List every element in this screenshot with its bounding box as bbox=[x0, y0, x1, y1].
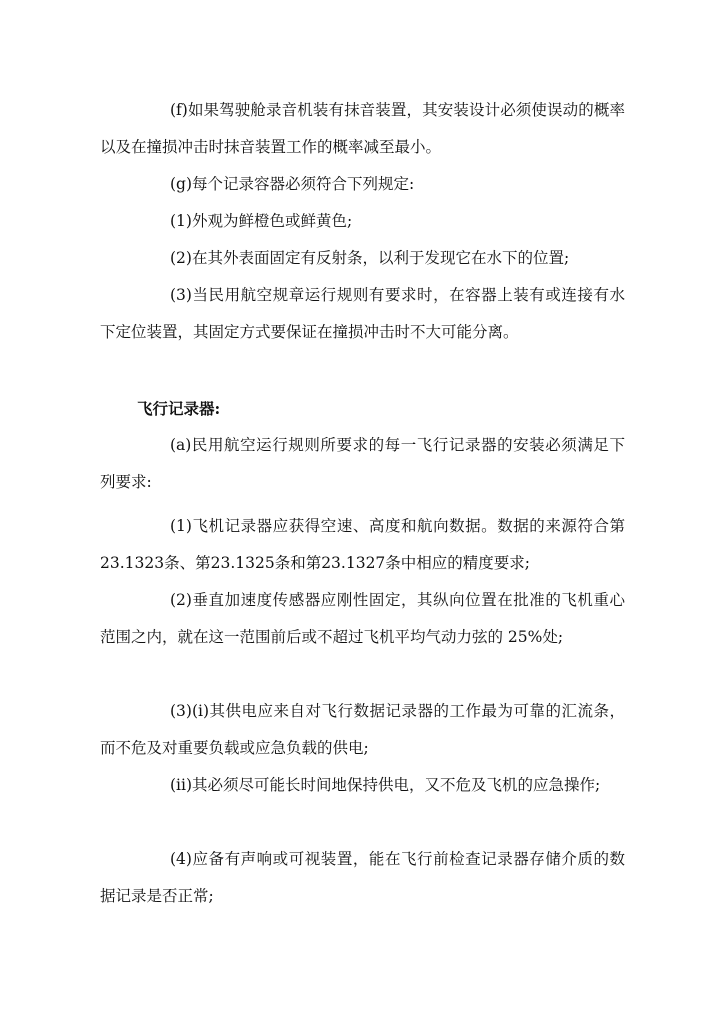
paragraph-g1-color: (1)外观为鲜橙色或鲜黄色; bbox=[170, 212, 353, 230]
section-heading-flight-recorder: 飞行记录器: bbox=[137, 399, 221, 418]
paragraph-f-erase-device: (f)如果驾驶舱录音机装有抹音装置，其安装设计必须使误动的概率以及在撞损冲击时抹音装置工作的概率减至最小。 bbox=[100, 101, 625, 156]
paragraph-2-accelerometer: (2)垂直加速度传感器应刚性固定，其纵向位置在批准的飞机重心范围之内，就在这一范围前后或不超过飞机平均气动力弦的 25%处; bbox=[100, 591, 625, 646]
paragraph-g3-underwater-locator: (3)当民用航空规章运行规则有要求时，在容器上装有或连接有水下定位装置，其固定方式要保证在撞损冲击时不大可能分离。 bbox=[100, 286, 625, 341]
paragraph-g-container-rules: (g)每个记录容器必须符合下列规定: bbox=[170, 175, 415, 193]
paragraph-3i-power-source: (3)(i)其供电应来自对飞行数据记录器的工作最为可靠的汇流条，而不危及对重要负载或应急负载的供电; bbox=[100, 702, 625, 757]
paragraph-g2-reflective-strip: (2)在其外表面固定有反射条，以利于发现它在水下的位置; bbox=[170, 249, 570, 267]
paragraph-a-installation: (a)民用航空运行规则所要求的每一飞行记录器的安装必须满足下列要求: bbox=[100, 436, 625, 491]
paragraph-4-preflight-check: (4)应备有声响或可视装置，能在飞行前检查记录器存储介质的数据记录是否正常; bbox=[100, 850, 625, 905]
paragraph-1-data-sources: (1)飞机记录器应获得空速、高度和航向数据。数据的来源符合第23.1323条、第23.1325条和第23.1327条中相应的精度要求; bbox=[100, 517, 625, 572]
paragraph-3ii-power-duration: (ii)其必须尽可能长时间地保持供电，又不危及飞机的应急操作; bbox=[170, 776, 601, 794]
